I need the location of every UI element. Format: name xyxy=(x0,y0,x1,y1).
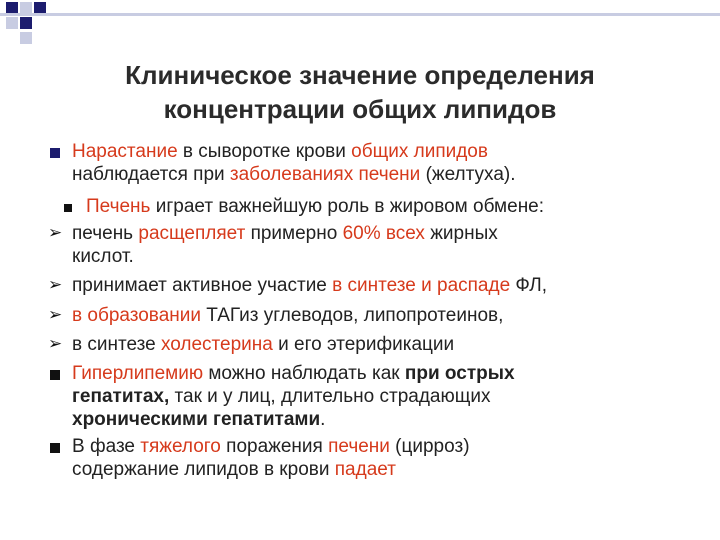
text-segment: гепатитах, xyxy=(72,386,170,407)
deco-square-dark xyxy=(20,17,32,29)
item-line xyxy=(72,245,692,268)
list-item xyxy=(72,140,692,186)
text-segment: . xyxy=(320,409,326,430)
text-segment: ФЛ, xyxy=(510,275,547,296)
item-line xyxy=(72,140,692,163)
text-segment: наблюдается при xyxy=(72,164,230,185)
text-segment: В фазе xyxy=(72,436,141,457)
text-segment: в образовании xyxy=(72,305,201,326)
list-item xyxy=(72,362,692,431)
deco-square-light xyxy=(20,32,32,44)
filled-square-bullet-icon xyxy=(50,443,60,453)
slide-title xyxy=(60,58,660,126)
list-item xyxy=(72,222,692,268)
item-line xyxy=(72,385,692,408)
arrow-bullet-icon: ➢ xyxy=(48,334,63,354)
text-segment: хроническими гепатитами xyxy=(72,409,321,430)
title-line-2: концентрации общих липидов xyxy=(163,94,557,124)
item-line xyxy=(72,435,692,458)
list-item xyxy=(72,435,692,481)
text-segment: Нарастание xyxy=(72,141,178,162)
text-segment: печени xyxy=(328,436,390,457)
list-item xyxy=(72,304,692,327)
text-segment: содержание липидов в крови xyxy=(72,459,335,480)
header-rule xyxy=(0,13,720,16)
text-segment: общих липидов xyxy=(351,141,488,162)
text-segment: играет важнейшую роль в жировом обмене: xyxy=(150,196,545,217)
text-segment: (цирроз) xyxy=(389,436,470,457)
text-segment: так и у лиц, длительно страдающих xyxy=(169,386,491,407)
text-segment: падает xyxy=(334,459,396,480)
item-line xyxy=(72,458,692,481)
arrow-bullet-icon: ➢ xyxy=(48,305,63,325)
text-segment: в сыворотке крови xyxy=(177,141,352,162)
text-segment: поражения xyxy=(220,436,329,457)
arrow-bullet-icon: ➢ xyxy=(48,223,63,243)
text-segment: и его этерификации xyxy=(272,334,455,355)
text-segment: можно наблюдать как xyxy=(203,363,405,384)
text-segment: тяжелого xyxy=(140,436,221,457)
text-segment: Печень xyxy=(86,196,151,217)
arrow-bullet-icon: ➢ xyxy=(48,275,63,295)
item-line xyxy=(72,408,692,431)
text-segment: в синтезе xyxy=(72,334,161,355)
text-segment: при острых xyxy=(404,363,515,384)
text-segment: ТАГиз углеводов, липопротеинов, xyxy=(200,305,504,326)
text-segment: (желтуха). xyxy=(420,164,516,185)
text-segment: заболеваниях печени xyxy=(229,164,421,185)
filled-square-bullet-icon xyxy=(50,370,60,380)
text-segment: принимает активное участие xyxy=(72,275,333,296)
square-bullet-icon xyxy=(50,148,60,158)
text-segment: холестерина xyxy=(160,334,273,355)
list-item xyxy=(72,333,692,356)
title-line-1: Клиническое значение определения xyxy=(125,60,595,90)
item-line xyxy=(72,362,692,385)
text-segment: Гиперлипемию xyxy=(72,363,204,384)
small-square-bullet-icon xyxy=(64,204,72,212)
text-segment: примерно xyxy=(245,223,343,244)
item-line xyxy=(72,222,692,245)
list-item xyxy=(86,195,706,218)
deco-square-light xyxy=(6,17,18,29)
item-line xyxy=(72,163,692,186)
list-item xyxy=(72,274,692,297)
text-segment: печень xyxy=(72,223,139,244)
text-segment: жирных xyxy=(424,223,498,244)
text-segment: кислот. xyxy=(72,246,134,267)
text-segment: 60% всех xyxy=(342,223,425,244)
text-segment: в синтезе и распаде xyxy=(332,275,511,296)
text-segment: расщепляет xyxy=(138,223,246,244)
